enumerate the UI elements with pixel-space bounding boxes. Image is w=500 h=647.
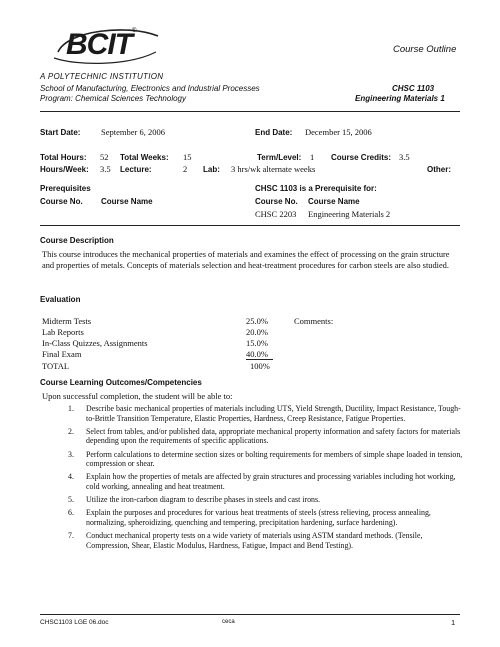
total-hours-label: Total Hours: [40,153,87,162]
term-value: 1 [310,152,315,162]
list-item [68,404,463,423]
credits-value: 3.5 [399,152,410,162]
header-rule [40,111,460,112]
end-date-value: December 15, 2006 [305,127,372,137]
outcome-text: Explain the purposes and procedures for various heat treatments of steels (stress relieving, process annealing, normalizing, spheroidizing, quenching and tempering, precipitation hardening, surface hardening). [86,508,431,527]
course-code: CHSC 1103 [392,84,435,93]
evaluation-total-value: 100% [250,361,270,371]
outcome-number: 4. [68,472,74,482]
outcome-text: Select from tables, and/or published data, appropriate mechanical property information and safety factors for materials depending upon the requirements of specific applications. [86,426,461,446]
outcome-number: 3. [68,449,74,459]
prerequisites-heading: Prerequisites [40,184,91,193]
credits-label: Course Credits: [331,153,392,162]
evaluation-item-value: 40.0% [246,349,268,359]
other-label: Other: [427,165,451,174]
start-date-label: Start Date: [40,128,81,137]
description-heading: Course Description [40,236,114,245]
program-name: Program: Chemical Sciences Technology [40,94,186,103]
lecture-value: 2 [183,164,188,174]
list-item [68,450,463,469]
total-weeks-label: Total Weeks: [120,153,169,162]
hours-week-label: Hours/Week: [40,165,89,174]
footer-center-text: ceca [222,619,235,625]
end-date-label: End Date: [255,128,293,137]
course-title: Engineering Materials 1 [355,94,445,103]
start-date-value: September 6, 2006 [101,127,165,137]
evaluation-comments-label: Comments: [294,316,334,326]
outcomes-heading: Course Learning Outcomes/Competencies [40,378,202,387]
outcome-text: Explain how the properties of metals are affected by grain structures and processing variables including hot working, cold working, annealing and heat treatment. [86,472,456,491]
description-text: This course introduces the mechanical properties of materials and examines the effect of processing on the grain structure and properties of metals. Concepts of materials selection and heat-treatment procedures for carbon steels are also studied. [42,250,450,270]
list-item [68,472,463,491]
list-item [68,508,463,527]
list-item [68,495,463,505]
outcome-text: Conduct mechanical property tests on a wide variety of materials using ASTM standard methods. (Tensile, Compression, Shear, Elastic Modulus, Hardness, Fatigue, Impact and Bend Testing). [86,531,423,550]
prereq-course-name-label: Course Name [101,197,153,206]
tagline: A POLYTECHNIC INSTITUTION [40,72,164,81]
evaluation-heading: Evaluation [40,295,81,304]
evaluation-item-label: In-Class Quizzes, Assignments [42,338,148,348]
registered-mark: ® [132,28,137,34]
evaluation-total-label: TOTAL [42,361,70,371]
prereq-for-course-name: Engineering Materials 2 [308,209,391,219]
footer-rule [40,614,460,615]
hours-week-value: 3.5 [100,164,111,174]
school-name: School of Manufacturing, Electronics and Industrial Processes [40,84,260,93]
list-item [68,531,463,550]
footer-page-number: 1 [451,618,456,627]
footer-filename: CHSC1103 LGE 06.doc [40,619,109,626]
evaluation-item-value: 15.0% [246,338,268,348]
outcomes-intro: Upon successful completion, the student will be able to: [42,391,233,401]
outcomes-list [68,404,463,554]
evaluation-item-value: 20.0% [246,327,268,337]
prereq-for-course-name-label: Course Name [308,197,360,206]
doc-type: Course Outline [393,44,457,55]
lab-value: 3 hrs/wk alternate weeks [231,164,316,174]
section-rule [40,225,460,226]
prereq-for-heading: CHSC 1103 is a Prerequisite for: [255,184,377,193]
outcome-number: 6. [68,508,74,518]
outcome-text: Perform calculations to determine section sizes or bolting requirements for members of simple shape loaded in tension, compression or shear. [86,449,463,469]
total-hours-value: 52 [100,152,109,162]
logo-text: BCIT [66,28,132,61]
total-weeks-value: 15 [183,152,192,162]
outcome-text: Describe basic mechanical properties of materials including UTS, Yield Strength, Ductility, Impact Resistance, Tough-to-Brittle Transition Temperature, Elastic Properties, Hardness, Creep Resistance, Fatigue Properties. [86,404,461,423]
prereq-for-course-no-label: Course No. [255,197,298,206]
term-label: Term/Level: [257,153,302,162]
evaluation-item-label: Final Exam [42,349,82,359]
evaluation-item-label: Midterm Tests [42,316,92,326]
evaluation-item-value: 25.0% [246,316,268,326]
outcome-number: 5. [68,495,74,505]
lecture-label: Lecture: [120,165,152,174]
evaluation-item-label: Lab Reports [42,327,84,337]
outcome-number: 7. [68,531,74,541]
outcome-number: 1. [68,404,74,413]
outcome-text: Utilize the iron-carbon diagram to describe phases in steels and cast irons. [86,495,321,505]
list-item [68,427,463,446]
total-underline [246,359,273,360]
prereq-course-no-label: Course No. [40,197,83,206]
lab-label: Lab: [203,165,220,174]
prereq-for-course-no: CHSC 2203 [255,209,297,219]
outcome-number: 2. [68,426,74,436]
